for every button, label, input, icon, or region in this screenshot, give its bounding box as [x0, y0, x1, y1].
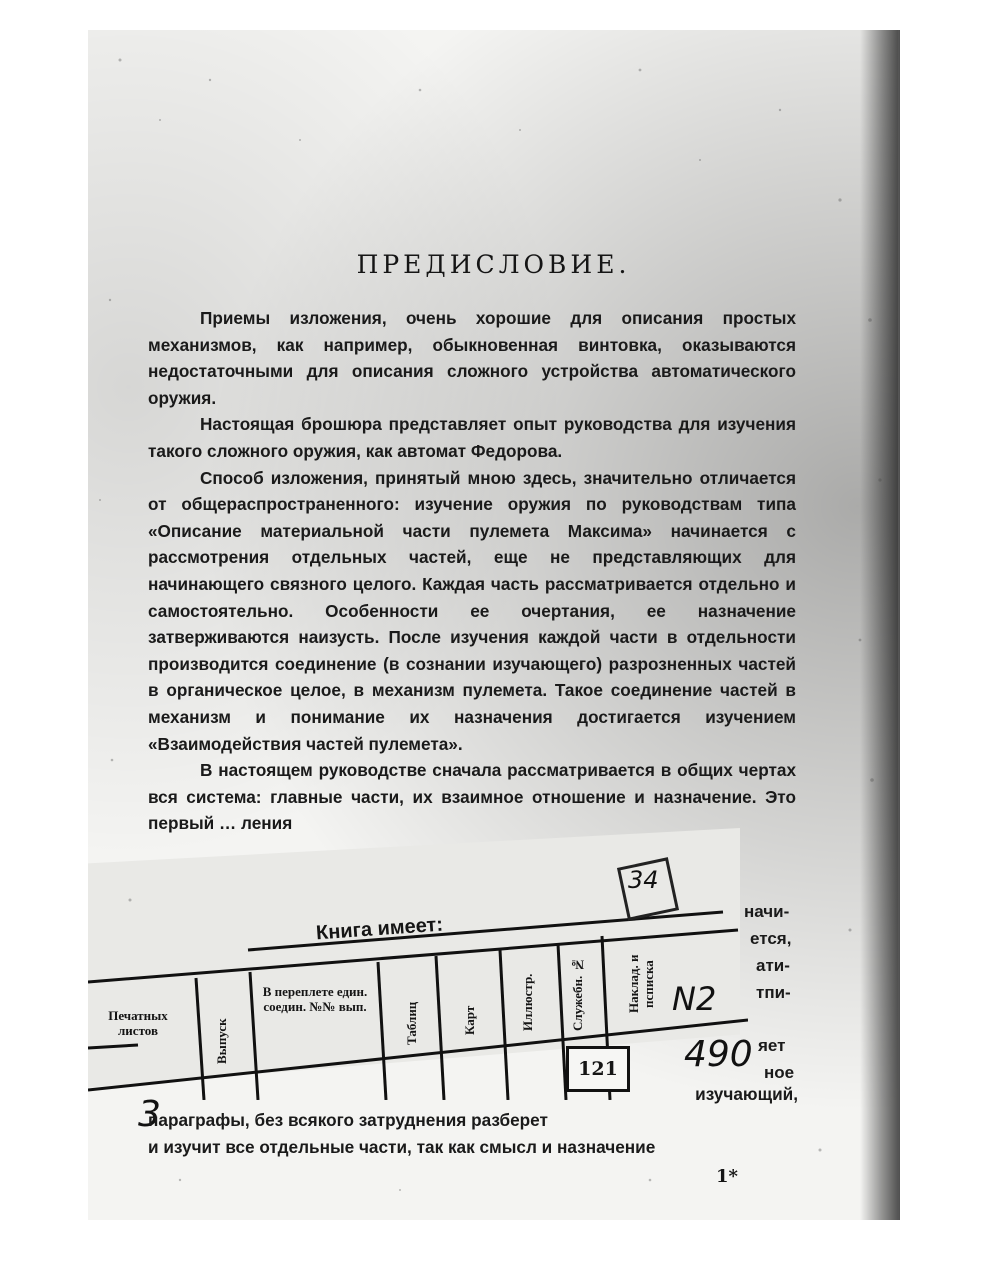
page-title: ПРЕДИСЛОВИЕ.	[356, 250, 631, 279]
corner-mark: 34	[628, 866, 659, 894]
page-number: 1*	[716, 1166, 738, 1187]
paragraph-4-text: В настоящем руководстве сначала рассматривается в общих чертах вся система: главные части, их взаимное отношение и назначение. Это первый	[148, 760, 796, 834]
stamp-col-invoice: Наклад. и псписка	[626, 954, 656, 1014]
handwritten-n2: N2	[672, 980, 717, 1018]
service-number-box: 121	[566, 1046, 630, 1092]
bottom-line-3: и изучит все отдельные части, так как смысл и назначение	[148, 1137, 656, 1157]
bottom-line-2: параграфы, без всякого затруднения разберет	[148, 1110, 548, 1130]
paragraph-3: Способ изложения, принятый мною здесь, значительно отличается от общераспространенного: изучение оружия по руководствам типа «Описание материальной части пулемета Максима» начинается с рассмотрения отдельных частей, еще не представляющих для начинающего связного целого. Каждая часть рассматривается отдельно и самостоятельно. Особенности ее очертания, ее назначение затверживаются наизусть. После изучения каждой части в отдельности производится соединение (в сознании изучающего) разрозненных частей в органическое целое, в механизм пулемета. Такое соединение частей в механизм и понимание их назначения достигается изучением «Взаимодействия частей пулемета».	[148, 467, 796, 754]
stamp-col-issue: Выпуск	[214, 1018, 229, 1064]
paragraph-4-tail: ления	[241, 813, 293, 834]
fragment-6: ное	[764, 1063, 795, 1082]
stamp-col-sheets: Печатных листов	[108, 1008, 168, 1038]
fragment-1: начи-	[744, 902, 790, 921]
handwritten-invoice: 490	[684, 1034, 753, 1075]
paragraph-1: Приемы изложения, очень хорошие для описания простых механизмов, как например, обыкновенная винтовка, оказываются недостаточными для описания сложного устройства автоматического оружия.	[148, 308, 796, 408]
handwritten-sheets: 3	[138, 1094, 161, 1135]
paragraph-2: Настоящая брошюра представляет опыт руководства для изучения такого сложного оружия, как автомат Федорова.	[148, 414, 796, 461]
stamp-col-tables: Таблиц	[404, 1001, 419, 1045]
stamp-col-maps: Карт	[462, 1005, 477, 1035]
stamp-col-illustrations: Иллюстр.	[520, 973, 535, 1031]
page-edge-shadow	[860, 30, 900, 1220]
stamp-col-service-no: Служебн. №	[570, 957, 585, 1031]
stamp-title: Книга имеет:	[315, 913, 444, 945]
fragment-5: яет	[758, 1036, 786, 1055]
fragment-3: ати-	[756, 956, 790, 975]
bottom-line-1: изучающий,	[695, 1084, 798, 1104]
body-text	[148, 305, 796, 837]
fragment-4: тпи-	[756, 983, 791, 1002]
fragment-2: ется,	[750, 929, 792, 948]
stamp-col-binding: В переплете един. соедин. №№ вып.	[262, 984, 368, 1014]
paragraph-4: В настоящем руководстве сначала рассматривается в общих чертах вся система: главные части, их взаимное отношение и назначение. Это первый … ления	[148, 760, 796, 834]
